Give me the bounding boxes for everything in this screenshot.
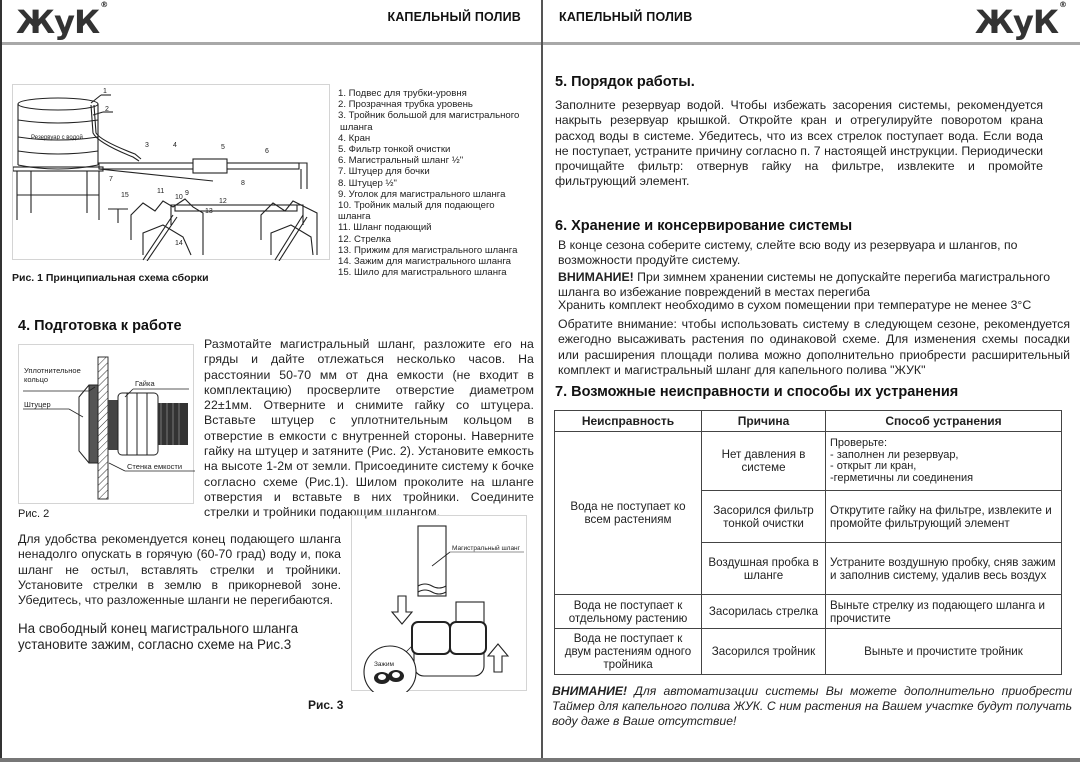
cause-cell: Засорилась стрелка bbox=[702, 595, 826, 629]
column-header: Способ устранения bbox=[826, 411, 1062, 432]
svg-text:10: 10 bbox=[175, 194, 183, 201]
header-rule bbox=[2, 42, 541, 45]
svg-text:Резервуар с водой: Резервуар с водой bbox=[31, 135, 83, 141]
legend-item: 12. Стрелка bbox=[338, 233, 392, 245]
cause-cell: Засорился тройник bbox=[702, 629, 826, 675]
brand-logo: ЖуК® bbox=[974, 0, 1066, 41]
left-page-header bbox=[2, 0, 541, 44]
remedy-cell: Открутите гайку на фильтре, извлеките и промойте фильтрующий элемент bbox=[826, 491, 1062, 543]
svg-text:3: 3 bbox=[145, 142, 149, 149]
header-title: КАПЕЛЬНЫЙ ПОЛИВ bbox=[387, 10, 521, 24]
figure-2-fitting-diagram bbox=[18, 344, 194, 504]
page-border-bottom bbox=[0, 758, 1080, 762]
svg-text:2: 2 bbox=[105, 106, 109, 113]
section-4-paragraph-1: Размотайте магистральный шланг, разложите его на гряды и дайте отлежаться несколько часов. На расстоянии 50-70 мм от дна емкости (не входит в комплектацию) просверлите отверстие диаметром 22±1мм. Отверните и снимите гайку со штуцера. Вставьте штуцер с уплотнительным кольцом в отверстие в емкости с внутренней стороны. Наверните гайку на штуцер и затяните (Рис. 2). Установите емкость на высоте 1-2м от земли. Присоедините систему к бочке согласно схеме (Рис.1). Шилом проколите на шланге отверстия и вставьте в них тройники. Соедините стрелки и тройники подающим шлангом. bbox=[204, 337, 534, 520]
legend-item: шланга bbox=[340, 121, 373, 133]
table-row bbox=[555, 432, 1062, 491]
section-6-paragraph-3: Обратите внимание: чтобы использовать систему в следующем сезоне, рекомендуется ежегодно высаживать растения по одинаковой схеме. Для изменения схемы посадки или расширения площади полива можно дополнительно приобрести расширительный комплект и магистральный шланг для капельного полива "ЖУК" bbox=[558, 317, 1070, 377]
legend-item: 5. Фильтр тонкой очистки bbox=[338, 144, 451, 156]
legend-item: 7. Штуцер для бочки bbox=[338, 166, 430, 178]
remedy-cell: Проверьте: - заполнен ли резервуар, - открыт ли кран, -герметичны ли соединения bbox=[826, 432, 1062, 491]
section-6-paragraph-1: В конце сезона соберите систему, слейте всю воду из резервуара и шлангов, по возможности продуйте систему. bbox=[558, 238, 1018, 268]
fitting-diagram-icon bbox=[19, 345, 195, 505]
svg-text:4: 4 bbox=[173, 142, 177, 149]
svg-text:Стенка емкости: Стенка емкости bbox=[127, 462, 183, 471]
legend-item: 14. Зажим для магистрального шланга bbox=[338, 256, 511, 268]
svg-text:1: 1 bbox=[103, 88, 107, 95]
remedy-cell: Выньте и прочистите тройник bbox=[826, 629, 1062, 675]
svg-text:13: 13 bbox=[205, 208, 213, 215]
trademark-icon: ® bbox=[1059, 0, 1066, 10]
remedy-cell: Выньте стрелку из подающего шланга и прочистите bbox=[826, 595, 1062, 629]
trademark-icon: ® bbox=[100, 0, 108, 10]
section-4-paragraph-2: Для удобства рекомендуется конец подающего шланга ненадолго опускать в горячую (60-70 град) воду и, пока шланг не остыл, вставлять стрелки и тройники. Установите стрелки в землю в прикорневой зоне. Убедитесь, что разложенные шланги не перегибаются. bbox=[18, 532, 341, 608]
automation-note: ВНИМАНИЕ! Для автоматизации системы Вы можете дополнительно приобрести Таймер для капельного полива ЖУК. С ним растения на Вашем участке будут получать воду даже в Ваше отсутствие! bbox=[552, 684, 1072, 728]
legend-item: 10. Тройник малый для подающего bbox=[338, 200, 495, 212]
svg-text:6: 6 bbox=[265, 148, 269, 155]
legend-item: 3. Тройник большой для магистрального bbox=[338, 110, 520, 122]
section-6-title: 6. Хранение и консервирование системы bbox=[555, 218, 853, 234]
label-ring: Уплотнительное bbox=[24, 366, 81, 375]
column-header: Неисправность bbox=[555, 411, 702, 432]
note-label: ВНИМАНИЕ! bbox=[552, 684, 628, 698]
svg-text:11: 11 bbox=[157, 188, 165, 195]
svg-text:Зажим: Зажим bbox=[374, 661, 394, 668]
clamp-diagram-icon bbox=[352, 516, 528, 692]
legend-item: 11. Шланг подающий bbox=[338, 222, 432, 234]
column-header: Причина bbox=[702, 411, 826, 432]
legend-item: 4. Кран bbox=[338, 132, 371, 144]
table-row bbox=[555, 629, 1062, 675]
assembly-diagram-icon bbox=[13, 85, 331, 261]
table-row bbox=[555, 595, 1062, 629]
cause-cell: Засорился фильтр тонкой очистки bbox=[702, 491, 826, 543]
legend-item: 2. Прозрачная трубка уровень bbox=[338, 99, 473, 111]
table-header-row bbox=[555, 411, 1062, 432]
figure-3-caption: Рис. 3 bbox=[308, 698, 344, 712]
svg-text:15: 15 bbox=[121, 192, 129, 199]
right-page-header bbox=[543, 0, 1080, 44]
legend-item: 8. Штуцер ½" bbox=[338, 177, 397, 189]
figure-1-caption: Рис. 1 Принципиальная схема сборки bbox=[12, 272, 209, 284]
remedy-cell: Устраните воздушную пробку, сняв зажим и заполнив систему, удалив весь воздух bbox=[826, 543, 1062, 595]
fault-cell: Вода не поступает к отдельному растению bbox=[555, 595, 702, 629]
figure-1-assembly-diagram bbox=[12, 84, 330, 260]
faults-table bbox=[554, 410, 1062, 675]
section-7-title: 7. Возможные неисправности и способы их устранения bbox=[555, 384, 959, 400]
legend-item: 15. Шило для магистрального шланга bbox=[338, 267, 507, 279]
svg-text:Штуцер: Штуцер bbox=[24, 400, 51, 409]
svg-text:7: 7 bbox=[109, 176, 113, 183]
section-6-warning: ВНИМАНИЕ! При зимнем хранении системы не допускайте перегиба магистрального шланга во избежание повреждений в местах перегиба bbox=[558, 270, 1051, 300]
svg-text:кольцо: кольцо bbox=[24, 375, 49, 384]
warning-label: ВНИМАНИЕ! bbox=[558, 270, 634, 284]
section-5-title: 5. Порядок работы. bbox=[555, 74, 695, 90]
page-border-left bbox=[0, 0, 2, 762]
section-4-title: 4. Подготовка к работе bbox=[18, 318, 182, 334]
svg-text:8: 8 bbox=[241, 180, 245, 187]
section-6-paragraph-2: Хранить комплект необходимо в сухом помещении при температуре не менее 3°С bbox=[558, 298, 1032, 312]
cause-cell: Нет давления в системе bbox=[702, 432, 826, 491]
header-rule bbox=[543, 42, 1080, 45]
legend-item: 1. Подвес для трубки-уровня bbox=[338, 88, 467, 99]
svg-text:5: 5 bbox=[221, 144, 225, 151]
legend-item: 9. Уголок для магистрального шланга bbox=[338, 188, 506, 200]
cause-cell: Воздушная пробка в шланге bbox=[702, 543, 826, 595]
section-4-paragraph-3: На свободный конец магистрального шланга установите зажим, согласно схеме на Рис.3 bbox=[18, 621, 299, 652]
section-5-paragraph: Заполните резервуар водой. Чтобы избежать засорения системы, рекомендуется накрыть резервуар крышкой. Откройте кран и отрегулируйте поворотом крана расход воды в системе. Убедитесь, что из всех стрелок поступает вода. Если вода не поступает, устраните причину согласно п. 7 настоящей инструкции. Периодически прочищайте фильтр: отвернув гайку на фильтре, извлеките и промойте фильтрующий элемент. bbox=[555, 98, 1043, 189]
svg-text:9: 9 bbox=[185, 190, 189, 197]
svg-text:Магистральный шланг: Магистральный шланг bbox=[452, 545, 521, 552]
legend-item: 13. Прижим для магистрального шланга bbox=[338, 244, 518, 256]
figure-2-caption: Рис. 2 bbox=[18, 508, 50, 520]
legend-item: шланга bbox=[338, 211, 371, 223]
svg-text:Гайка: Гайка bbox=[135, 379, 155, 388]
svg-text:14: 14 bbox=[175, 240, 183, 247]
figure-3-clamp-diagram bbox=[351, 515, 527, 691]
legend-item: 6. Магистральный шланг ½" bbox=[338, 155, 464, 167]
brand-logo: ЖуК® bbox=[16, 0, 108, 41]
header-title: КАПЕЛЬНЫЙ ПОЛИВ bbox=[559, 10, 693, 24]
fault-cell: Вода не поступает к двум растениям одного тройника bbox=[555, 629, 702, 675]
fault-cell: Вода не поступает ко всем растениям bbox=[555, 432, 702, 595]
page-divider bbox=[541, 0, 543, 762]
svg-text:12: 12 bbox=[219, 198, 227, 205]
parts-legend bbox=[338, 88, 538, 278]
